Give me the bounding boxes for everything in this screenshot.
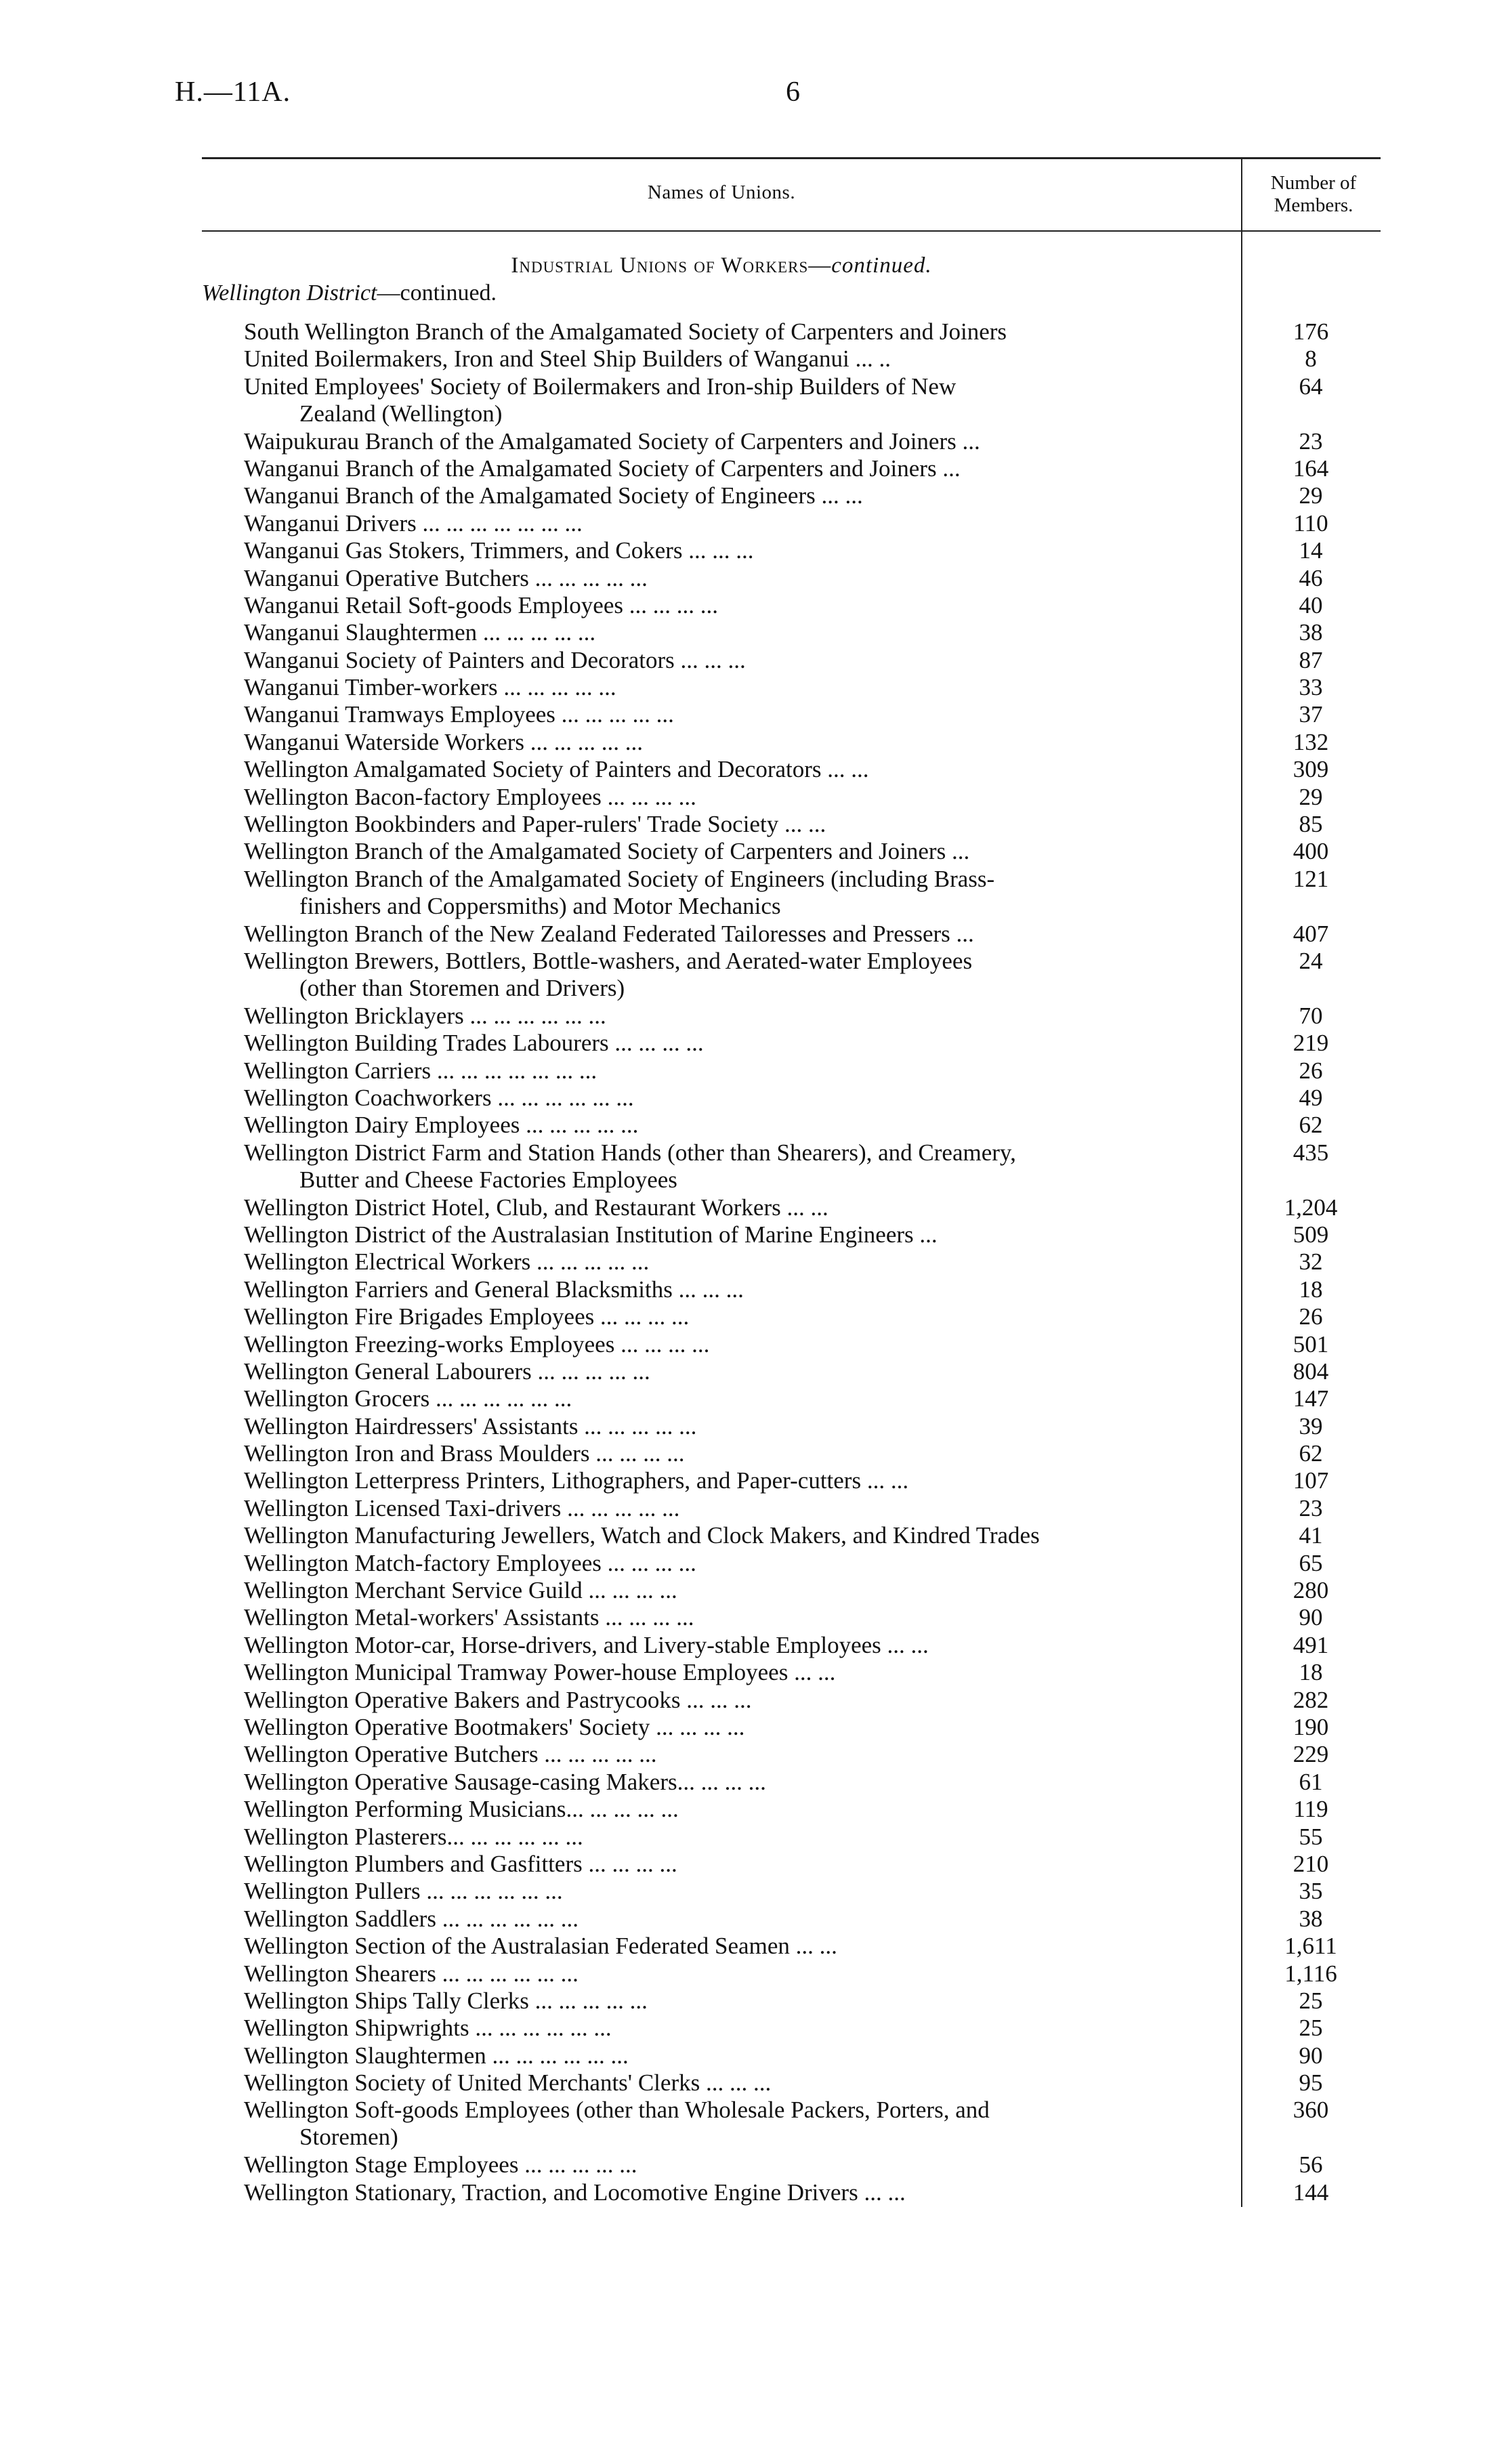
table-row: [244, 1604, 1382, 1631]
union-name: [244, 1687, 1226, 1714]
member-count: 501: [1293, 1330, 1329, 1358]
member-count: 26: [1299, 1303, 1323, 1330]
member-count: 40: [1299, 591, 1323, 618]
union-name-text: Wellington General Labourers ... ... ... ... ...: [244, 1358, 650, 1385]
union-name-text: Wellington Bacon-factory Employees ... ... ... ...: [244, 783, 696, 810]
table-row: [244, 1139, 1382, 1194]
member-count: 25: [1299, 1987, 1323, 2014]
union-name-text: Wellington Building Trades Labourers ... ... ... ...: [244, 1030, 704, 1057]
union-name-text: Wanganui Retail Soft-goods Employees ... ... ... ...: [244, 591, 718, 618]
member-count: 39: [1299, 1412, 1323, 1439]
union-name-text: Wellington Fire Brigades Employees ... ... ... ...: [244, 1303, 690, 1330]
union-name: [244, 373, 1226, 427]
union-name-text: Wellington Branch of the New Zealand Federated Tailoresses and Pressers ...: [244, 920, 974, 947]
table-row: [244, 1714, 1382, 1741]
member-count: 121: [1293, 865, 1329, 892]
union-name-text: Wellington Iron and Brass Moulders ... ... ... ...: [244, 1440, 685, 1467]
member-count: 14: [1299, 537, 1323, 564]
union-name-text: South Wellington Branch of the Amalgamated Society of Carpenters and Joiners: [244, 318, 1007, 345]
union-name: [244, 948, 1226, 1002]
table-row: [244, 1495, 1382, 1522]
table-row: [244, 1413, 1382, 1440]
union-name-text: Wellington Bricklayers ... ... ... ... ... ...: [244, 1002, 606, 1029]
table-row: [244, 482, 1382, 509]
union-name: [244, 921, 1226, 948]
union-name-continuation: Zealand (Wellington): [299, 400, 503, 427]
union-name: [244, 1604, 1226, 1631]
union-name: [244, 482, 1226, 509]
table-row: [244, 1003, 1382, 1030]
union-name: [244, 647, 1226, 674]
member-count: 132: [1293, 728, 1329, 755]
union-name: [244, 1085, 1226, 1112]
member-count: 70: [1299, 1002, 1323, 1029]
table-row: [244, 1057, 1382, 1085]
member-count: 18: [1299, 1276, 1323, 1303]
union-name-text: Wellington Amalgamated Society of Painters and Decorators ... ...: [244, 756, 869, 783]
union-name: [244, 1440, 1226, 1467]
union-name: [244, 565, 1226, 592]
union-name: [244, 1632, 1226, 1659]
member-count: 1,204: [1284, 1194, 1338, 1221]
union-name: [244, 1057, 1226, 1085]
union-name-text: United Boilermakers, Iron and Steel Ship Builders of Wanganui ... ..: [244, 345, 891, 373]
table-row: [244, 1112, 1382, 1139]
table-row: [244, 1960, 1382, 1987]
table-row: [244, 647, 1382, 674]
union-name-text: Wellington Operative Sausage-casing Makers... ... ... ...: [244, 1768, 766, 1795]
table-row: [244, 1987, 1382, 2015]
union-name-text: Wellington Hairdressers' Assistants ... ... ... ... ...: [244, 1412, 697, 1439]
member-count: 144: [1293, 2179, 1329, 2206]
union-name: [244, 537, 1226, 564]
table-row: [244, 1522, 1382, 1549]
union-name: [244, 838, 1226, 865]
table-row: [244, 674, 1382, 701]
union-name-continuation: Butter and Cheese Factories Employees: [299, 1166, 677, 1193]
union-name: [244, 2042, 1226, 2069]
union-name: [244, 1139, 1226, 1194]
member-count: 85: [1299, 811, 1323, 838]
union-name-text: Wellington Section of the Australasian Federated Seamen ... ...: [244, 1933, 837, 1960]
union-name: [244, 1741, 1226, 1768]
union-name: [244, 1906, 1226, 1933]
table-row: [244, 1276, 1382, 1303]
union-name: [244, 1030, 1226, 1057]
member-count: 95: [1299, 2069, 1323, 2097]
member-count: 491: [1293, 1631, 1329, 1658]
table-row: [244, 373, 1382, 428]
union-name-text: Wellington Licensed Taxi-drivers ... ... ... ... ...: [244, 1494, 680, 1521]
union-name-text: Wellington Match-factory Employees ... ... ... ...: [244, 1549, 696, 1576]
union-name: [244, 674, 1226, 701]
union-name-text: Wanganui Slaughtermen ... ... ... ... ...: [244, 619, 596, 646]
member-count: 110: [1293, 509, 1328, 537]
union-name: [244, 2015, 1226, 2042]
union-name-text: Wellington Saddlers ... ... ... ... ... ...: [244, 1905, 579, 1932]
member-count: 33: [1299, 674, 1323, 701]
member-count: 280: [1293, 1577, 1329, 1604]
union-name-text: Wanganui Branch of the Amalgamated Society of Carpenters and Joiners ...: [244, 455, 961, 482]
table-row: [244, 345, 1382, 373]
member-count: 29: [1299, 783, 1323, 810]
union-name-text: Wellington Motor-car, Horse-drivers, and Livery-stable Employees ... ...: [244, 1631, 929, 1658]
union-name: [244, 1960, 1226, 1987]
union-name: [244, 1824, 1226, 1851]
union-name-text: Wellington Performing Musicians... ... ... ... ...: [244, 1796, 679, 1823]
member-count: 210: [1293, 1850, 1329, 1877]
member-count: 64: [1299, 373, 1323, 400]
table-row: [244, 1906, 1382, 1933]
union-name-text: Wellington District Farm and Station Hands (other than Shearers), and Creamery,: [244, 1139, 1016, 1166]
union-name: [244, 729, 1226, 756]
union-name-text: Wellington Electrical Workers ... ... ... ... ...: [244, 1248, 650, 1276]
union-name-text: Wellington Coachworkers ... ... ... ... ... ...: [244, 1084, 634, 1111]
union-name-text: Wanganui Society of Painters and Decorators ... ... ...: [244, 646, 746, 673]
table-row: [244, 2042, 1382, 2069]
table-row: [244, 1577, 1382, 1604]
member-count: 219: [1293, 1030, 1329, 1057]
table-row: [244, 1085, 1382, 1112]
table-row: [244, 701, 1382, 728]
table-row: [244, 1030, 1382, 1057]
table-row: [244, 866, 1382, 921]
member-count: 38: [1299, 1905, 1323, 1932]
member-count: 164: [1293, 455, 1329, 482]
table-row: [244, 537, 1382, 564]
union-name: [244, 455, 1226, 482]
union-name: [244, 592, 1226, 619]
member-count: 35: [1299, 1878, 1323, 1905]
union-name: [244, 1522, 1226, 1549]
member-count: 23: [1299, 427, 1323, 455]
union-name-text: Wellington Slaughtermen ... ... ... ... ... ...: [244, 2042, 629, 2069]
member-count: 119: [1293, 1796, 1328, 1823]
member-count: 87: [1299, 646, 1323, 673]
union-name-text: Wellington Stationary, Traction, and Locomotive Engine Drivers ... ...: [244, 2179, 906, 2206]
union-name-text: Wellington District of the Australasian Institution of Marine Engineers ...: [244, 1221, 938, 1248]
union-name: [244, 1714, 1226, 1741]
member-count: 46: [1299, 564, 1323, 591]
member-count: 190: [1293, 1713, 1329, 1740]
union-name: [244, 619, 1226, 646]
member-count: 65: [1299, 1549, 1323, 1576]
union-name-text: Wellington Farriers and General Blacksmiths ... ... ...: [244, 1276, 744, 1303]
table-header-rule: [202, 230, 1381, 232]
district-name: Wellington District: [202, 280, 377, 306]
union-name: [244, 1385, 1226, 1412]
table-row: [244, 811, 1382, 838]
union-name: [244, 345, 1226, 373]
union-name-text: Wellington Stage Employees ... ... ... ... ...: [244, 2151, 637, 2179]
union-name-text: Wanganui Tramways Employees ... ... ... ... ...: [244, 701, 674, 728]
union-name: [244, 1467, 1226, 1494]
union-name: [244, 1276, 1226, 1303]
union-name: [244, 1003, 1226, 1030]
union-name-text: Waipukurau Branch of the Amalgamated Society of Carpenters and Joiners ...: [244, 427, 980, 455]
union-name-text: Wanganui Timber-workers ... ... ... ... ...: [244, 674, 616, 701]
member-count: 1,116: [1284, 1960, 1337, 1987]
union-name: [244, 701, 1226, 728]
union-name-text: Wellington Dairy Employees ... ... ... ... ...: [244, 1112, 639, 1139]
union-name: [244, 1495, 1226, 1522]
union-name-text: Wanganui Branch of the Amalgamated Society of Engineers ... ...: [244, 482, 863, 509]
table-row: [244, 318, 1382, 345]
union-name: [244, 756, 1226, 783]
table-row: [244, 1550, 1382, 1577]
table-row: [244, 1851, 1382, 1878]
table-row: [244, 1221, 1382, 1248]
member-count: 282: [1293, 1686, 1329, 1713]
member-count: 62: [1299, 1112, 1323, 1139]
union-name-continuation: finishers and Coppersmiths) and Motor Mechanics: [299, 892, 781, 919]
table-row: [244, 428, 1382, 455]
union-name-text: Wellington Plumbers and Gasfitters ... ... ... ...: [244, 1850, 677, 1877]
union-name-text: Wellington Merchant Service Guild ... ... ... ...: [244, 1577, 677, 1604]
union-name: [244, 2151, 1226, 2179]
member-count: 309: [1293, 756, 1329, 783]
union-name-text: Wellington Branch of the Amalgamated Society of Engineers (including Brass-: [244, 865, 995, 892]
table-row: [244, 510, 1382, 537]
table-row: [244, 1194, 1382, 1221]
union-name: [244, 1577, 1226, 1604]
table-row: [244, 1659, 1382, 1686]
union-name-text: Wellington Soft-goods Employees (other than Wholesale Packers, Porters, and: [244, 2097, 990, 2124]
table-row: [244, 565, 1382, 592]
union-name: [244, 1659, 1226, 1686]
member-count: 229: [1293, 1741, 1329, 1768]
union-name: [244, 1769, 1226, 1796]
union-name-continuation: Storemen): [299, 2124, 398, 2151]
table-row: [244, 1331, 1382, 1358]
table-row: [244, 1248, 1382, 1276]
table-row: [244, 1632, 1382, 1659]
union-name-text: Wellington Letterpress Printers, Lithographers, and Paper-cutters ... ...: [244, 1467, 909, 1494]
member-count: 56: [1299, 2151, 1323, 2179]
member-count: 41: [1299, 1522, 1323, 1549]
member-count: 18: [1299, 1659, 1323, 1686]
table-row: [244, 2069, 1382, 2097]
union-name: [244, 1413, 1226, 1440]
union-name: [244, 1221, 1226, 1248]
table-row: [244, 1933, 1382, 1960]
table-row: [244, 1824, 1382, 1851]
table-row: [244, 1769, 1382, 1796]
union-name: [244, 1987, 1226, 2015]
union-name-text: Wanganui Operative Butchers ... ... ... ... ...: [244, 564, 648, 591]
union-name-text: Wanganui Drivers ... ... ... ... ... ... ...: [244, 509, 583, 537]
union-name-text: Wellington Operative Bakers and Pastrycooks ... ... ...: [244, 1686, 752, 1713]
union-name-text: Wellington Shipwrights ... ... ... ... ... ...: [244, 2015, 612, 2042]
column-header-names: Names of Unions.: [647, 182, 796, 203]
member-count: 55: [1299, 1823, 1323, 1850]
member-count: 49: [1299, 1084, 1323, 1111]
union-name: [244, 428, 1226, 455]
union-name-text: Wellington Bookbinders and Paper-rulers' Trade Society ... ...: [244, 811, 826, 838]
union-name: [244, 1303, 1226, 1330]
union-name-text: Wellington Pullers ... ... ... ... ... ...: [244, 1878, 563, 1905]
union-name-text: Wanganui Waterside Workers ... ... ... ... ...: [244, 728, 644, 755]
union-name-text: Wellington District Hotel, Club, and Restaurant Workers ... ...: [244, 1194, 828, 1221]
table-row: [244, 1796, 1382, 1823]
table-row: [244, 619, 1382, 646]
member-count: 32: [1299, 1248, 1323, 1276]
table-row: [244, 2151, 1382, 2179]
table-row: [244, 784, 1382, 811]
table-row: [244, 2097, 1382, 2151]
member-count: 147: [1293, 1385, 1329, 1412]
member-count: 38: [1299, 619, 1323, 646]
union-name-text: Wellington Metal-workers' Assistants ... ... ... ...: [244, 1604, 694, 1631]
member-count: 8: [1305, 345, 1317, 373]
union-name: [244, 2069, 1226, 2097]
union-name-text: Wellington Shearers ... ... ... ... ... ...: [244, 1960, 579, 1987]
union-name: [244, 784, 1226, 811]
union-name-text: Wellington Operative Butchers ... ... ... ... ...: [244, 1741, 657, 1768]
table-row: [244, 2015, 1382, 2042]
page-number: 6: [786, 77, 800, 108]
union-name: [244, 318, 1226, 345]
member-count: 61: [1299, 1768, 1323, 1795]
union-name-text: Wellington Branch of the Amalgamated Society of Carpenters and Joiners ...: [244, 838, 970, 865]
member-count: 24: [1299, 948, 1323, 975]
union-name: [244, 510, 1226, 537]
union-name: [244, 1550, 1226, 1577]
union-name-text: Wellington Brewers, Bottlers, Bottle-washers, and Aerated-water Employees: [244, 948, 973, 975]
member-count: 23: [1299, 1494, 1323, 1521]
table-row: [244, 1385, 1382, 1412]
union-name: [244, 866, 1226, 920]
table-row: [244, 1741, 1382, 1768]
table-row: [244, 1687, 1382, 1714]
section-title: [202, 253, 1241, 278]
section-title-continued: continued.: [831, 253, 932, 278]
union-name: [244, 1851, 1226, 1878]
union-name: [244, 1796, 1226, 1823]
table-row: [244, 1467, 1382, 1494]
member-count: 176: [1293, 318, 1329, 345]
union-name: [244, 1331, 1226, 1358]
union-name-text: Wellington Ships Tally Clerks ... ... ... ... ...: [244, 1987, 648, 2014]
union-name: [244, 1933, 1226, 1960]
table-top-rule: [202, 157, 1381, 159]
union-name-text: Wellington Plasterers... ... ... ... ... ...: [244, 1823, 583, 1850]
union-name: [244, 1878, 1226, 1905]
union-name-text: Wellington Municipal Tramway Power-house Employees ... ...: [244, 1659, 836, 1686]
district-heading: [202, 280, 497, 306]
section-title-text: Industrial Unions of Workers—: [511, 253, 832, 278]
union-name-text: Wellington Freezing-works Employees ... ... ... ...: [244, 1330, 710, 1358]
member-count: 90: [1299, 1604, 1323, 1631]
member-count: 1,611: [1284, 1933, 1337, 1960]
member-count: 26: [1299, 1057, 1323, 1084]
table-row: [244, 1878, 1382, 1905]
member-count: 360: [1293, 2097, 1329, 2124]
union-name-text: United Employees' Society of Boilermakers and Iron-ship Builders of New: [244, 373, 957, 400]
table-row: [244, 756, 1382, 783]
union-name-text: Wellington Operative Bootmakers' Society ... ... ... ...: [244, 1713, 745, 1740]
union-name-text: Wellington Manufacturing Jewellers, Watch and Clock Makers, and Kindred Trades: [244, 1522, 1040, 1549]
table-row: [244, 948, 1382, 1003]
district-continued: —continued.: [377, 280, 497, 306]
table-row: [244, 1303, 1382, 1330]
union-name-continuation: (other than Storemen and Drivers): [299, 975, 625, 1002]
union-name: [244, 2179, 1226, 2206]
union-name-text: Wellington Grocers ... ... ... ... ... ...: [244, 1385, 572, 1412]
table-row: [244, 1358, 1382, 1385]
union-name: [244, 1194, 1226, 1221]
union-name: [244, 2097, 1226, 2151]
member-count: 37: [1299, 701, 1323, 728]
table-row: [244, 1440, 1382, 1467]
member-count: 29: [1299, 482, 1323, 509]
member-count: 90: [1299, 2042, 1323, 2069]
union-name: [244, 1358, 1226, 1385]
union-list: [244, 318, 1382, 2206]
member-count: 107: [1293, 1467, 1329, 1494]
union-name: [244, 1112, 1226, 1139]
column-header-members: Number of Members.: [1270, 172, 1357, 216]
member-count: 435: [1293, 1139, 1329, 1166]
member-count: 804: [1293, 1358, 1329, 1385]
table-row: [244, 838, 1382, 865]
table-row: [244, 729, 1382, 756]
union-name-text: Wanganui Gas Stokers, Trimmers, and Cokers ... ... ...: [244, 537, 754, 564]
member-count: 400: [1293, 838, 1329, 865]
table-row: [244, 592, 1382, 619]
table-row: [244, 921, 1382, 948]
page-reference: H.—11A.: [175, 77, 291, 108]
member-count: 407: [1293, 920, 1329, 947]
member-count: 62: [1299, 1440, 1323, 1467]
table-row: [244, 2179, 1382, 2206]
union-name: [244, 1248, 1226, 1276]
member-count: 509: [1293, 1221, 1329, 1248]
union-name-text: Wellington Carriers ... ... ... ... ... ... ...: [244, 1057, 597, 1084]
union-name-text: Wellington Society of United Merchants' Clerks ... ... ...: [244, 2069, 772, 2097]
member-count: 25: [1299, 2015, 1323, 2042]
union-name: [244, 811, 1226, 838]
table-row: [244, 455, 1382, 482]
